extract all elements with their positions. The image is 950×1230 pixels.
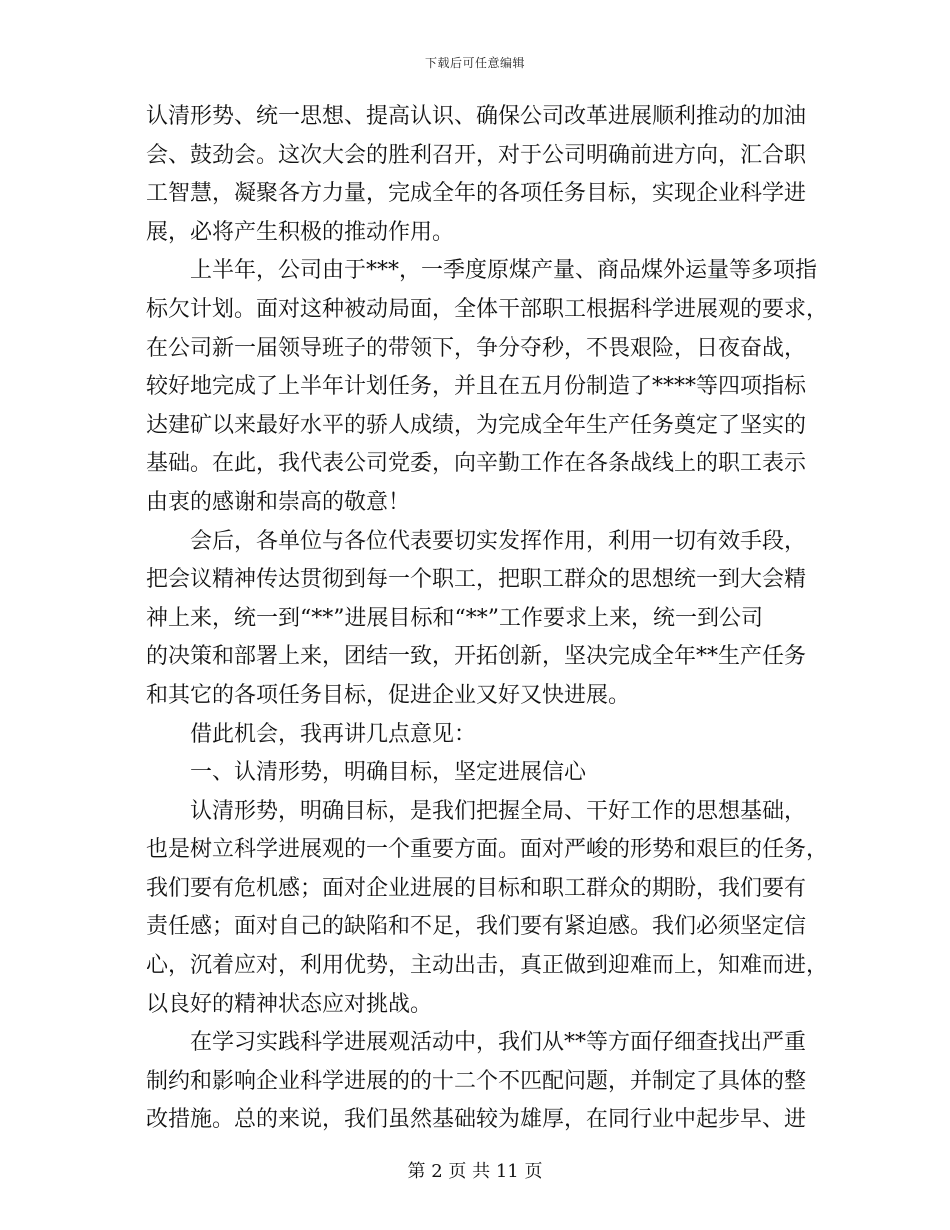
text-line: 把会议精神传达贯彻到每一个职工，把职工群众的思想统一到大会精 <box>146 567 807 593</box>
paragraph-first-line: 一、认清形势，明确目标，坚定进展信心 <box>190 760 587 786</box>
text-line: 由衷的感谢和崇高的敬意！ <box>146 489 411 515</box>
text-line: 我们要有危机感；面对企业进展的目标和职工群众的期盼，我们要有 <box>146 875 807 901</box>
text-line: 认清形势、统一思想、提高认识、确保公司改革进展顺利推动的加油 <box>146 104 807 129</box>
page-header: 下载后可任意编辑 <box>424 56 525 70</box>
text-line: 基础。在此，我代表公司党委，向辛勤工作在各条战线上的职工表示 <box>146 451 807 477</box>
text-line: 展，必将产生积极的推动作用。 <box>146 219 455 245</box>
text-line: 制约和影响企业科学进展的的十二个不匹配问题，并制定了具体的整 <box>146 1068 807 1094</box>
text-line: 也是树立科学进展观的一个重要方面。面对严峻的形势和艰巨的任务， <box>146 837 829 863</box>
text-line: 工智慧，凝聚各方力量，完成全年的各项任务目标，实现企业科学进 <box>146 181 807 207</box>
text-line: 责任感；面对自己的缺陷和不足，我们要有紧迫感。我们必须坚定信 <box>146 914 807 940</box>
paragraph-first-line: 在学习实践科学进展观活动中，我们从**等方面仔细查找出严重 <box>190 1030 807 1056</box>
text-line: 较好地完成了上半年计划任务，并且在五月份制造了****等四项指标 <box>146 374 807 400</box>
paragraph-first-line: 会后，各单位与各位代表要切实发挥作用，利用一切有效手段， <box>190 528 807 554</box>
text-line: 改措施。总的来说，我们虽然基础较为雄厚，在同行业中起步早、进 <box>146 1107 807 1133</box>
text-line: 和其它的各项任务目标，促进企业又好又快进展。 <box>146 682 631 708</box>
text-line: 会、鼓劲会。这次大会的胜利召开，对于公司明确前进方向，汇合职 <box>146 142 807 168</box>
paragraph-first-line: 认清形势，明确目标，是我们把握全局、干好工作的思想基础， <box>190 798 807 824</box>
page-number-footer: 第 2 页 共 11 页 <box>407 1161 543 1182</box>
paragraph-first-line: 上半年，公司由于***，一季度原煤产量、商品煤外运量等多项指 <box>190 258 818 284</box>
text-line: 标欠计划。面对这种被动局面，全体干部职工根据科学进展观的要求， <box>146 296 829 322</box>
text-line: 达建矿以来最好水平的骄人成绩，为完成全年生产任务奠定了坚实的 <box>146 412 807 438</box>
text-line: 在公司新一届领导班子的带领下，争分夺秒，不畏艰险，日夜奋战， <box>146 335 807 361</box>
document-body <box>146 98 829 1140</box>
text-line: 神上来，统一到“**”进展目标和“**”工作要求上来，统一到公司 <box>146 605 763 631</box>
text-line: 以良好的精神状态应对挑战。 <box>146 991 433 1017</box>
text-line: 的决策和部署上来，团结一致，开拓创新，坚决完成全年**生产任务 <box>146 644 807 670</box>
text-line: 心，沉着应对，利用优势，主动出击，真正做到迎难而上，知难而进， <box>146 953 829 979</box>
paragraph-first-line: 借此机会，我再讲几点意见： <box>190 721 477 747</box>
